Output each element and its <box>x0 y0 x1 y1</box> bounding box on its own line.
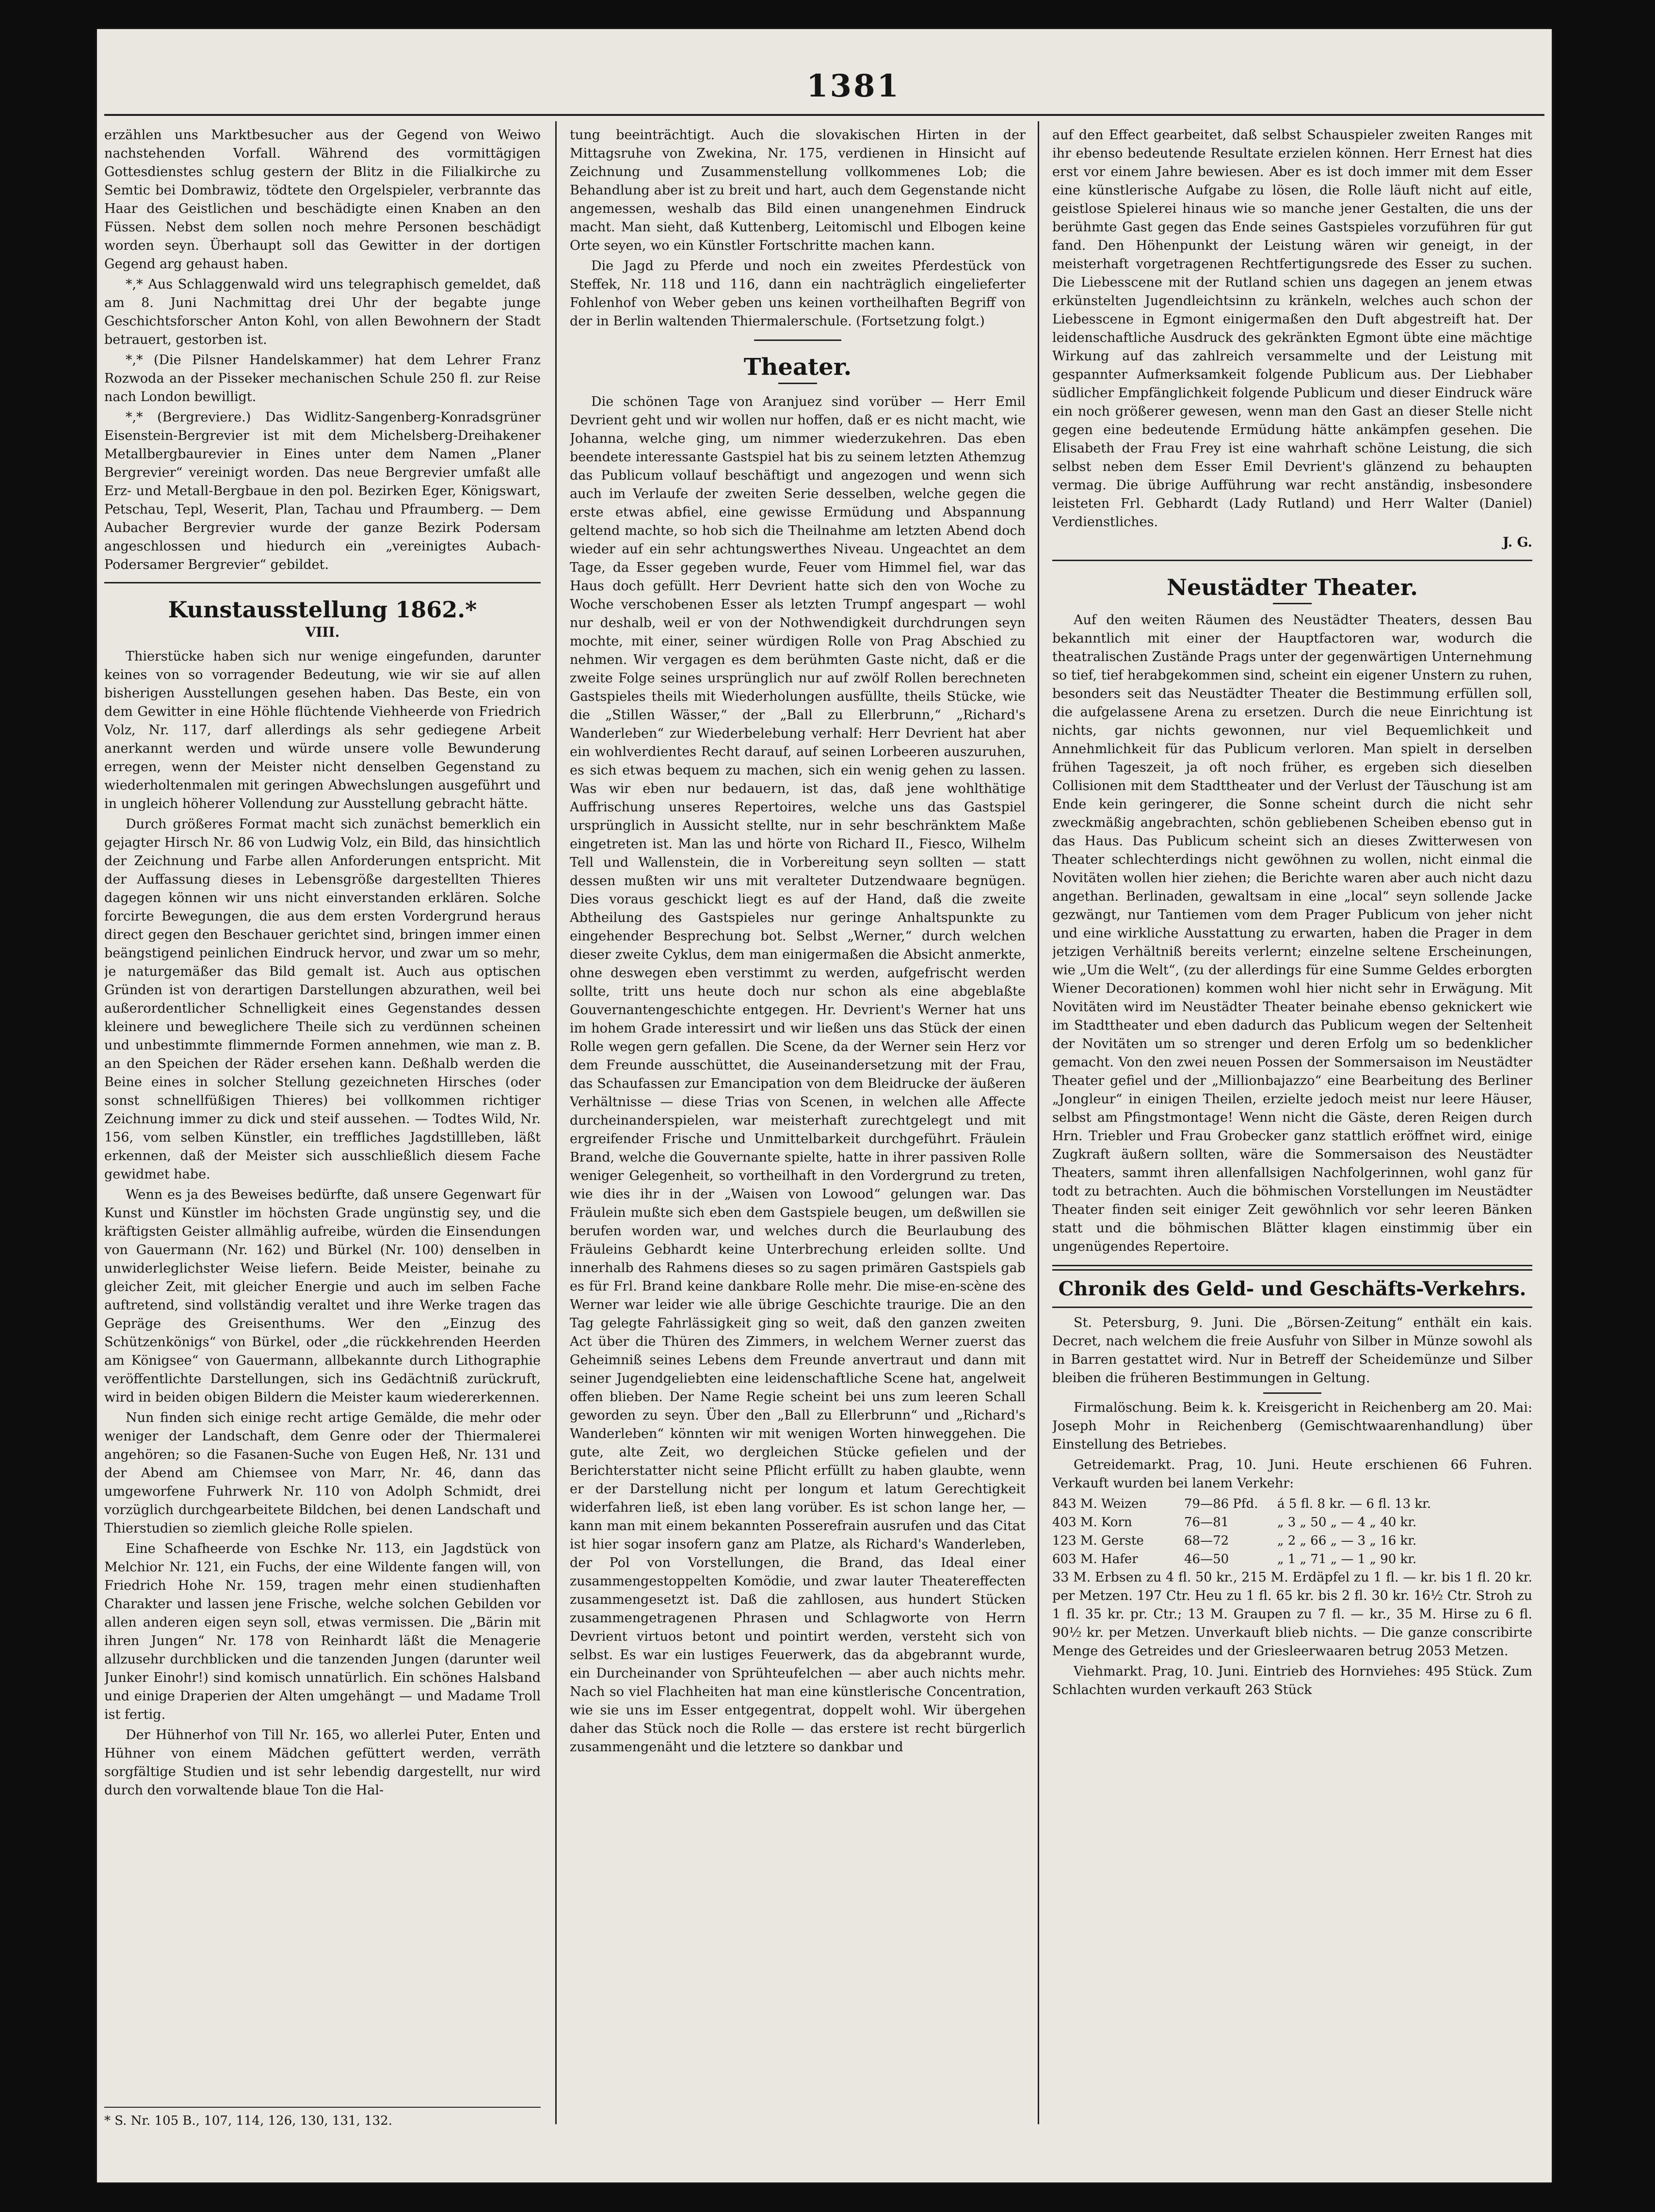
news-paragraph: *,* (Die Pilsner Handelskammer) hat dem Lehrer Franz Rozwoda an der Pisseker mechanischen Schule 250 fl. zur Reise nach London bewilligt. <box>104 353 541 404</box>
price-range: á 5 fl. 8 kr. — 6 fl. 13 kr. <box>1277 1497 1431 1511</box>
price-weight: 76—81 <box>1184 1515 1229 1530</box>
article-paragraph: Eine Schafheerde von Eschke Nr. 113, ein Jagdstück von Melchior Nr. 121, ein Fuchs, der eine Wildente fangen will, von Friedrich Hohe Nr. 159, tragen mehr einen studienhaften Charakter und lassen jene Frische, welche solchen Gebilden vor allen anderen eigen seyn soll, etwas vermissen. Die „Bärin mit ihren Jungen“ Nr. 178 von Reinhardt läßt die Menagerie allzusehr durchblicken und die tanzenden Jungen (darunter weil Junker Einohr!) sind komisch unnatürlich. Ein schönes Halsband und einige Draperien der Alten umgehängt — und Madame Troll ist fertig. <box>104 1541 541 1722</box>
price-item: 843 M. Weizen <box>1052 1497 1147 1511</box>
price-row <box>1052 1513 1532 1532</box>
article-paragraph: Die Jagd zu Pferde und noch ein zweites Pferdestück von Steffek, Nr. 118 und 116, dann ein nachträglich eingelieferter Fohlenhof von Weber geben uns keinen vortheilhaften Begriff von der in Berlin waltenden Thiermalerschule. (Fortsetzung folgt.) <box>570 258 1026 329</box>
newspaper-page <box>97 29 1552 2182</box>
news-paragraph: *,* (Bergreviere.) Das Widlitz-Sangenberg-Konradsgrüner Eisenstein-Bergrevier ist mit dem Michelsberg-Dreihakener Metallbergbaurevier in Eines unter dem Namen „Planer Bergrevier“ vereinigt worden. Das neue Bergrevier umfaßt alle Erz- und Metall-Bergbaue in den pol. Bezirken Eger, Königswart, Petschau, Tepl, Weserit, Plan, Tachau und Pfraumberg. — Dem Aubacher Bergrevier wurde der ganze Bezirk Podersam angeschlossen und hiedurch ein „vereinigtes Aubach-Podersamer Bergrevier“ gebildet. <box>104 410 541 572</box>
market-paragraph: Viehmarkt. Prag, 10. Juni. Eintrieb des Hornviehes: 495 Stück. Zum Schlachten wurden verkauft 263 Stück <box>1052 1664 1532 1697</box>
column-middle <box>570 126 1026 2129</box>
article-paragraph: auf den Effect gearbeitet, daß selbst Schauspieler zweiten Ranges mit ihr ebenso bedeutende Resultate erzielen können. Herr Ernest hat dies erst vor einem Jahre bewiesen. Aber es ist doch immer mit dem Esser eine künstlerische Aufgabe zu lösen, die Rolle läuft nicht auf eitle, geistlose Spielerei hinaus wie so manche jener Gestalten, die uns der berühmte Gast gegen das Ende seines Gastspieles vorzuführen für gut fand. Den Höhenpunkt der Leistung wären wir geneigt, in der meisterhaft vorgetragenen Rechtfertigungsrede des Esser zu suchen. Die Liebesscene mit der Rutland schien uns dagegen an jenem etwas erkünstelten Jugendleichtsinn zu kränkeln, welches auch schon der Liebesscene in Egmont einigermaßen den Duft abgestreift hat. Der leidenschaftliche Ausdruck des gekränkten Egmont übte eine mächtige Wirkung auf das zahlreich versammelte und der Leistung mit gespannter Aufmerksamkeit folgende Publicum aus. Der Liebhaber südlicher Empfänglichkeit folgende Publicum und dieser Eindruck wäre ein noch größerer gewesen, wenn man den Gast an dieser Stelle nicht gegen eine bedeutende Ermüdung hätte ankämpfen gesehen. Die Elisabeth der Frau Frey ist eine wahrhaft schöne Leistung, die sich selbst neben dem Esser Emil Devrient's glänzend zu behaupten vermag. Die übrige Aufführung war recht anständig, insbesondere leisteten Frl. Gebhardt (Lady Rutland) und Herr Walter (Daniel) Verdienstliches. <box>1052 128 1532 530</box>
article-paragraph: Nun finden sich einige recht artige Gemälde, die mehr oder weniger der Landschaft, dem Genre oder der Thiermalerei angehören; so die Fasanen-Suche von Eugen Heß, Nr. 131 und der Abend am Chiemsee von Marr, Nr. 46, dann das umgeworfene Fuhrwerk Nr. 110 von Adolph Schmidt, drei vorzüglich durchgearbeitete Bildchen, bei denen Landschaft und Thierstudien so ziemlich gleiche Rolle spielen. <box>104 1410 541 1536</box>
article-paragraph: Durch größeres Format macht sich zunächst bemerklich ein gejagter Hirsch Nr. 86 von Ludwig Volz, ein Bild, das hinsichtlich der Zeichnung und Farbe allen Anforderungen entspricht. Mit der Auffassung dieses in Lebensgröße dargestellten Thieres dagegen können wir uns nicht einverstanden erklären. Solche forcirte Bewegungen, die aus dem ersten Vordergrund heraus direct gegen den Beschauer gerichtet sind, bringen immer einen beängstigend peinlichen Eindruck hervor, und zwar um so mehr, je naturgemäßer das Bild gemalt ist. Auch aus optischen Gründen ist von derartigen Darstellungen abzurathen, weil bei außerordentlicher Schnelligkeit eines Gegenstandes dessen kleinere und beweglichere Theile sich zu verdünnen scheinen und unbestimmte flimmernde Formen annehmen, wie man z. B. an den Speichen der Räder ersehen kann. Deßhalb werden die Beine eines in solcher Stellung gezeichneten Hirsches (oder sonst schnellfüßigen Thieres) bei vollkommen richtiger Zeichnung immer zu dick und steif aussehen. — Todtes Wild, Nr. 156, vom selben Künstler, ein treffliches Jagdstillleben, läßt erkennen, daß der Meister sich ausschließlich diesem Fache gewidmet habe. <box>104 817 541 1182</box>
column-right <box>1052 126 1532 2129</box>
price-range: „ 1 „ 71 „ — 1 „ 90 kr. <box>1277 1552 1417 1566</box>
header-rule <box>104 114 1544 116</box>
price-item: 123 M. Gerste <box>1052 1534 1144 1548</box>
article-paragraph: Der Hühnerhof von Till Nr. 165, wo allerlei Puter, Enten und Hühner von einem Mädchen gefüttert werden, verräth sorgfältige Studien und ist sehr lebendig dargestellt, nur wird durch den vorwaltende blaue Ton die Hal- <box>104 1728 541 1798</box>
article-heading: Kunstausstellung 1862.* <box>168 597 477 623</box>
price-weight: 79—86 Pfd. <box>1184 1497 1258 1511</box>
article-paragraph: tung beeinträchtigt. Auch die slovakischen Hirten in der Mittagsruhe von Zwekina, Nr. 175, verdienen in Hinsicht auf Zeichnung und Zusammenstellung vollkommenes Lob; die Behandlung aber ist zu breit und hart, auch dem Gegenstande nicht angemessen, weshalb das Bild einen unangenehmen Eindruck macht. Man sieht, daß Kuttenberg, Leitomischl und Elbogen keine Orte seyen, wo ein Künstler Fortschritte machen kann. <box>570 128 1026 253</box>
price-table <box>1052 1495 1532 1568</box>
article-paragraph: Thierstücke haben sich nur wenige eingefunden, darunter keines von so vorragender Bedeutung, wie wir sie auf allen bisherigen Ausstellungen gesehen haben. Das Beste, ein von dem Gewitter in eine Höhle flüchtende Viehheerde von Friedrich Volz, Nr. 117, darf allerdings als sehr gediegene Arbeit anerkannt werden und würde unsere volle Bewunderung erregen, wenn der Meister nicht denselben Gegenstand zu wiederholtenmalen mit geringen Abwechslungen ausgeführt und in ungleich höherer Vollendung zur Ausstellung gebracht hätte. <box>104 649 541 811</box>
price-row <box>1052 1495 1532 1513</box>
article-paragraph: Auf den weiten Räumen des Neustädter Theaters, dessen Bau bekanntlich mit einer der Hauptfactoren war, wodurch die theatralischen Zustände Prags unter der gegenwärtigen Unternehmung so tief, tief herabgekommen sind, scheint ein eigener Unstern zu ruhen, besonders seit das Neustädter Theater die Bestimmung erfüllen soll, die aufgelassene Arena zu ersetzen. Durch die neue Einrichtung ist nichts, gar nichts gewonnen, nur viel Bequemlichkeit und Annehmlichkeit für das Publicum verloren. Man spielt in derselben frühen Tageszeit, ja oft noch früher, es ergeben sich dieselben Collisionen mit dem Stadttheater und der Verlust der Täuschung ist am Ende kein geringerer, die Sonne scheint durch die nicht sehr zweckmäßig angebrachten, schön gebliebenen Scheiben ebenso gut in das Haus. Das Publicum scheint sich an dieses Zwitterwesen von Theater schlechterdings nicht gewöhnen zu wollen, nicht einmal die Novitäten wollen hier ziehen; die Berichte waren aber auch nicht dazu angethan. Berlinaden, gewaltsam in eine „local“ seyn sollende Jacke gezwängt, nur Tantiemen vom dem Prager Publicum von jeher nicht und eine wirkliche Ausstattung zu erwarten, haben die Prager in dem jetzigen Verhältniß bereits verlernt; einzelne seltene Erscheinungen, wie „Um die Welt“, (zu der allerdings für eine Summe Geldes erborgten Wiener Decorationen) kommen wohl hier nicht sehr in Erwägung. Mit Novitäten wird im Neustädter Theater beinahe ebenso geknickert wie im Stadttheater und eben dadurch das Publicum wegen der Seltenheit der Novitäten um so strenger und deren Erfolg um so bedenklicher gemacht. Von den zwei neuen Possen der Sommersaison im Neustädter Theater gefiel und der „Millionbajazzo“ eine Bearbeitung des Berliner „Jongleur“ in einigen Theilen, erzielte jedoch meist nur leere Häuser, selbst am Pfingstmontage! Wenn nicht die Gäste, deren Reigen durch Hrn. Triebler und Frau Grobecker ganz stattlich eröffnet wird, einige Zugkraft äußern sollten, wäre die Sommersaison des Neustädter Theaters, sammt ihren allenfallsigen Nachfolgerinnen, wohl ganz für todt zu betrachten. Auch die böhmischen Vorstellungen im Neustädter Theater finden seit einiger Zeit gewöhnlich vor sehr leeren Bänken statt und die böhmischen Blätter klagen einstimmig über ein ungenügendes Repertoire. <box>1052 613 1532 1254</box>
price-row <box>1052 1532 1532 1550</box>
author-signature: J. G. <box>1503 535 1532 550</box>
section-rule-double <box>1052 1265 1532 1271</box>
section-heading: Chronik des Geld- und Geschäfts-Verkehrs. <box>1058 1277 1526 1300</box>
market-paragraph: Getreidemarkt. Prag, 10. Juni. Heute erschienen 66 Fuhren. Verkauft wurden bei lanem Verkehr: <box>1052 1457 1532 1491</box>
column-divider <box>1038 121 1039 2124</box>
section-rule <box>1052 560 1532 561</box>
market-paragraph: Firmalöschung. Beim k. k. Kreisgericht in Reichenberg am 20. Mai: Joseph Mohr in Reichenberg (Gemischtwaarenhandlung) über Einstellung des Betriebes. <box>1052 1400 1532 1452</box>
market-paragraph: 33 M. Erbsen zu 4 fl. 50 kr., 215 M. Erdäpfel zu 1 fl. — kr. bis 1 fl. 20 kr. per Metzen. 197 Ctr. Heu zu 1 fl. 65 kr. bis 2 fl. 30 kr. 16½ Ctr. Stroh zu 1 fl. 35 kr. pr. Ctr.; 13 M. Graupen zu 7 fl. — kr., 35 M. Hirse zu 6 fl. 90½ kr. per Metzen. Unverkauft blieb nichts. — Die ganze conscribirte Menge des Getreides und der Griesleerwaaren betrug 2053 Metzen. <box>1052 1570 1532 1659</box>
news-paragraph: *,* Aus Schlaggenwald wird uns telegraphisch gemeldet, daß am 8. Juni Nachmittag drei Uhr der begabte junge Geschichtsforscher Anton Kohl, von allen Bewohnern der Stadt betrauert, gestorben ist. <box>104 277 541 347</box>
section-rule <box>1263 1392 1321 1394</box>
section-rule <box>1052 1307 1532 1308</box>
price-row <box>1052 1550 1532 1568</box>
section-rule <box>754 339 841 341</box>
heading-underline <box>1273 603 1312 604</box>
price-range: „ 2 „ 66 „ — 3 „ 16 kr. <box>1277 1534 1417 1548</box>
article-paragraph: Die schönen Tage von Aranjuez sind vorüber — Herr Emil Devrient geht und wir wollen nur hoffen, daß er es nicht macht, wie Johanna, welche ging, um nimmer wiederzukehren. Das eben beendete interessante Gastspiel hat bis zu seinem letzten Athemzug das Publicum vollauf beschäftigt und angezogen und wenn sich auch im Verlaufe der zweiten Serie desselben, welche gegen die erste etwas abfiel, eine gewisse Ermüdung und Abspannung geltend machte, so hob sich die Theilnahme am letzten Abend doch wieder auf ein sehr achtungswerthes Niveau. Ungeachtet an dem Tage, da Esser gegeben wurde, Feuer vom Himmel fiel, war das Haus doch gefüllt. Herr Devrient hatte sich den von Woche zu Woche verschobenen Esser als letzten Trumpf angespart — wohl nur deshalb, weil er von der Nothwendigkeit durchdrungen seyn mochte, mit einer, seiner würdigen Rolle von Prag Abschied zu nehmen. Wir vergagen es dem berühmten Gaste nicht, daß er die zweite Folge seines ursprünglich nur auf zwölf Rollen berechneten Gastspieles theils mit Wiederholungen ausfüllte, theils Stücke, wie die „Stillen Wässer,“ der „Ball zu Ellerbrunn,“ „Richard's Wanderleben“ zur Wiederbelebung verhalf: Herr Devrient hat aber ein wohlverdientes Recht darauf, auf seinen Lorbeeren auszuruhen, es sich etwas bequem zu machen, sich ein wenig gehen zu lassen. Was wir eben nur bedauern, ist das, daß jene wohlthätige Auffrischung unseres Repertoires, welche uns das Gastspiel ursprünglich in Aussicht stellte, nur in sehr beschränktem Maße eingetreten ist. Man las und hörte von Richard II., Fiesco, Wilhelm Tell und Wallenstein, die in Vorbereitung seyn sollten — statt dessen mußten wir uns mit veralteter Dutzendwaare begnügen. Dies voraus geschickt liegt es auf der Hand, daß die zweite Abtheilung des Gastspieles nur geringe Anhaltspunkte zu eingehender Besprechung bot. Selbst „Werner,“ durch welchen dieser zweite Cyklus, dem man einigermaßen die Absicht anmerkte, ohne deswegen eben verstimmt zu werden, aufgefrischt werden sollte, tritt uns heute doch nur schon als eine abgeblaßte Gouvernantengeschichte entgegen. Hr. Devrient's Werner hat uns im hohem Grade interessirt und wir ließen uns das Stück der einen Rolle wegen gern gefallen. Die Scene, da der Werner sein Herz vor dem Freunde ausschüttet, die Auseinandersetzung mit der Frau, das Schaufassen zur Emancipation von dem Bleidrucke der äußeren Verhältnisse — diese Trias von Scenen, in welchen alle Affecte durcheinanderspielen, war meisterhaft zurechtgelegt und mit ergreifender Frische und Unmittelbarkeit durchgeführt. Fräulein Brand, welche die Gouvernante spielte, hatte in ihrer passiven Rolle weniger Gelegenheit, so vortheilhaft in den Vordergrund zu treten, wie dies ihr in der „Waisen von Lowood“ gelungen war. Das Fräulein mußte sich eben dem Gastspiele beugen, um deßwillen sie berufen worden war, und welches durch die Beurlaubung des Fräuleins Gebhardt keine Unterbrechung erleiden sollte. Und innerhalb des Rahmens dieses so zu sagen primären Gastspiels gab es für Frl. Brand keine dankbare Rolle mehr. Die mise-en-scène des Werner war leider wie alle übrige Geschichte traurige. Die an den Tag gelegte Fahrlässigkeit ging so weit, daß den ganzen zweiten Act über die Thüren des Zimmers, in welchem Werner zuerst das Geheimniß seines Lebens dem Freunde anvertraut und dann mit seiner Jugendgeliebten eine leidenschaftliche Scene hat, angelweit offen blieben. Der Name Regie scheint bei uns zum leeren Schall geworden zu seyn. Über den „Ball zu Ellerbrunn“ und „Richard's Wanderleben“ könnten wir mit wenigen Worten hinweggehen. Die gute, alte Zeit, wo dergleichen Stücke gefielen und der Berichterstatter nicht seine Pflicht erfüllt zu haben glaubte, wenn er der Darstellung nicht per longum et latum Gerechtigkeit widerfahren ließ, ist eben lang vorüber. Es ist schon lange her, — kann man mit einem bekannten Posserefrain ausrufen und das Citat ist hier sogar insofern ganz am Platze, als Richard's Wanderleben, der Pol von Vorstellungen, die Brand, das Ideal einer zusammengestoppelten Komödie, und zwar lauter Theatereffecten zusammengesetzt ist. Daß die zahllosen, aus hundert Stücken zusammengetragenen Phrasen und Schlagworte von Herrn Devrient virtuos betont und pointirt werden, versteht sich von selbst. Es war ein lustiges Feuerwerk, das da abgebrannt wurde, ein Durcheinander von Sprühteufelchen — aber auch nichts mehr. Nach so viel Flachheiten hat man eine künstlerische Concentration, wie sie uns im Esser entgegentrat, doppelt wohl. Wir übergehen daher das Stück noch die Rolle — das erstere ist recht bürgerlich zusammengenäht und die letztere so dankbar und <box>570 394 1026 1755</box>
news-paragraph: erzählen uns Marktbesucher aus der Gegend von Weiwo nachstehenden Vorfall. Während des vormittägigen Gottesdienstes schlug gestern der Blitz in die Filialkirche zu Semtic bei Dombrawiz, tödtete den Orgelspieler, verbrannte das Haar des Geistlichen und beschädigte einen Knaben an den Füssen. Nebst dem sollen noch mehre Personen beschädigt worden seyn. Überhaupt soll das Gewitter in der dortigen Gegend arg gehaust haben. <box>104 128 541 272</box>
article-heading: Neustädter Theater. <box>1167 574 1418 600</box>
article-paragraph: Wenn es ja des Beweises bedürfte, daß unsere Gegenwart für Kunst und Künstler im höchsten Grade ungünstig sey, und die kräftigsten Geister allmählig aufreibe, würden die Einsendungen von Gauermann (Nr. 162) und Bürkel (Nr. 100) denselben in unwiderleglichster Weise liefern. Beide Meister, beinahe zu gleicher Zeit, mit gleicher Energie und auch im selben Fache auftretend, sind vollständig veraltet und ihre Werke tragen das Gepräge des Greisenthums. Wer den „Einzug des Schützenkönigs“ von Bürkel, oder „die rückkehrenden Heerden am Königsee“ von Gauermann, allbekannte durch Lithographie veröffentlichte Darstellungen, sich ins Gedächtniß zurückruft, wird in beiden obigen Bildern die Meister kaum wiedererkennen. <box>104 1187 541 1405</box>
column-left <box>104 126 541 2129</box>
market-paragraph: St. Petersburg, 9. Juni. Die „Börsen-Zeitung“ enthält ein kais. Decret, nach welchem die freie Ausfuhr von Silber in Münze sowohl als in Barren gestattet wird. Nur in Betreff der Scheidemünze und Silber bleiben die früheren Bestimmungen in Geltung. <box>1052 1315 1532 1386</box>
price-range: „ 3 „ 50 „ — 4 „ 40 kr. <box>1277 1515 1417 1530</box>
price-item: 603 M. Hafer <box>1052 1552 1138 1566</box>
footnote: * S. Nr. 105 B., 107, 114, 126, 130, 131, 132. <box>104 2107 541 2129</box>
price-weight: 46—50 <box>1184 1552 1229 1566</box>
section-rule <box>104 582 541 583</box>
price-item: 403 M. Korn <box>1052 1515 1132 1530</box>
page-number: 1381 <box>806 68 901 104</box>
price-weight: 68—72 <box>1184 1534 1229 1548</box>
article-heading: Theater. <box>743 354 852 381</box>
column-divider <box>555 121 557 2124</box>
heading-underline <box>778 383 817 384</box>
article-subheading: VIII. <box>305 624 340 640</box>
